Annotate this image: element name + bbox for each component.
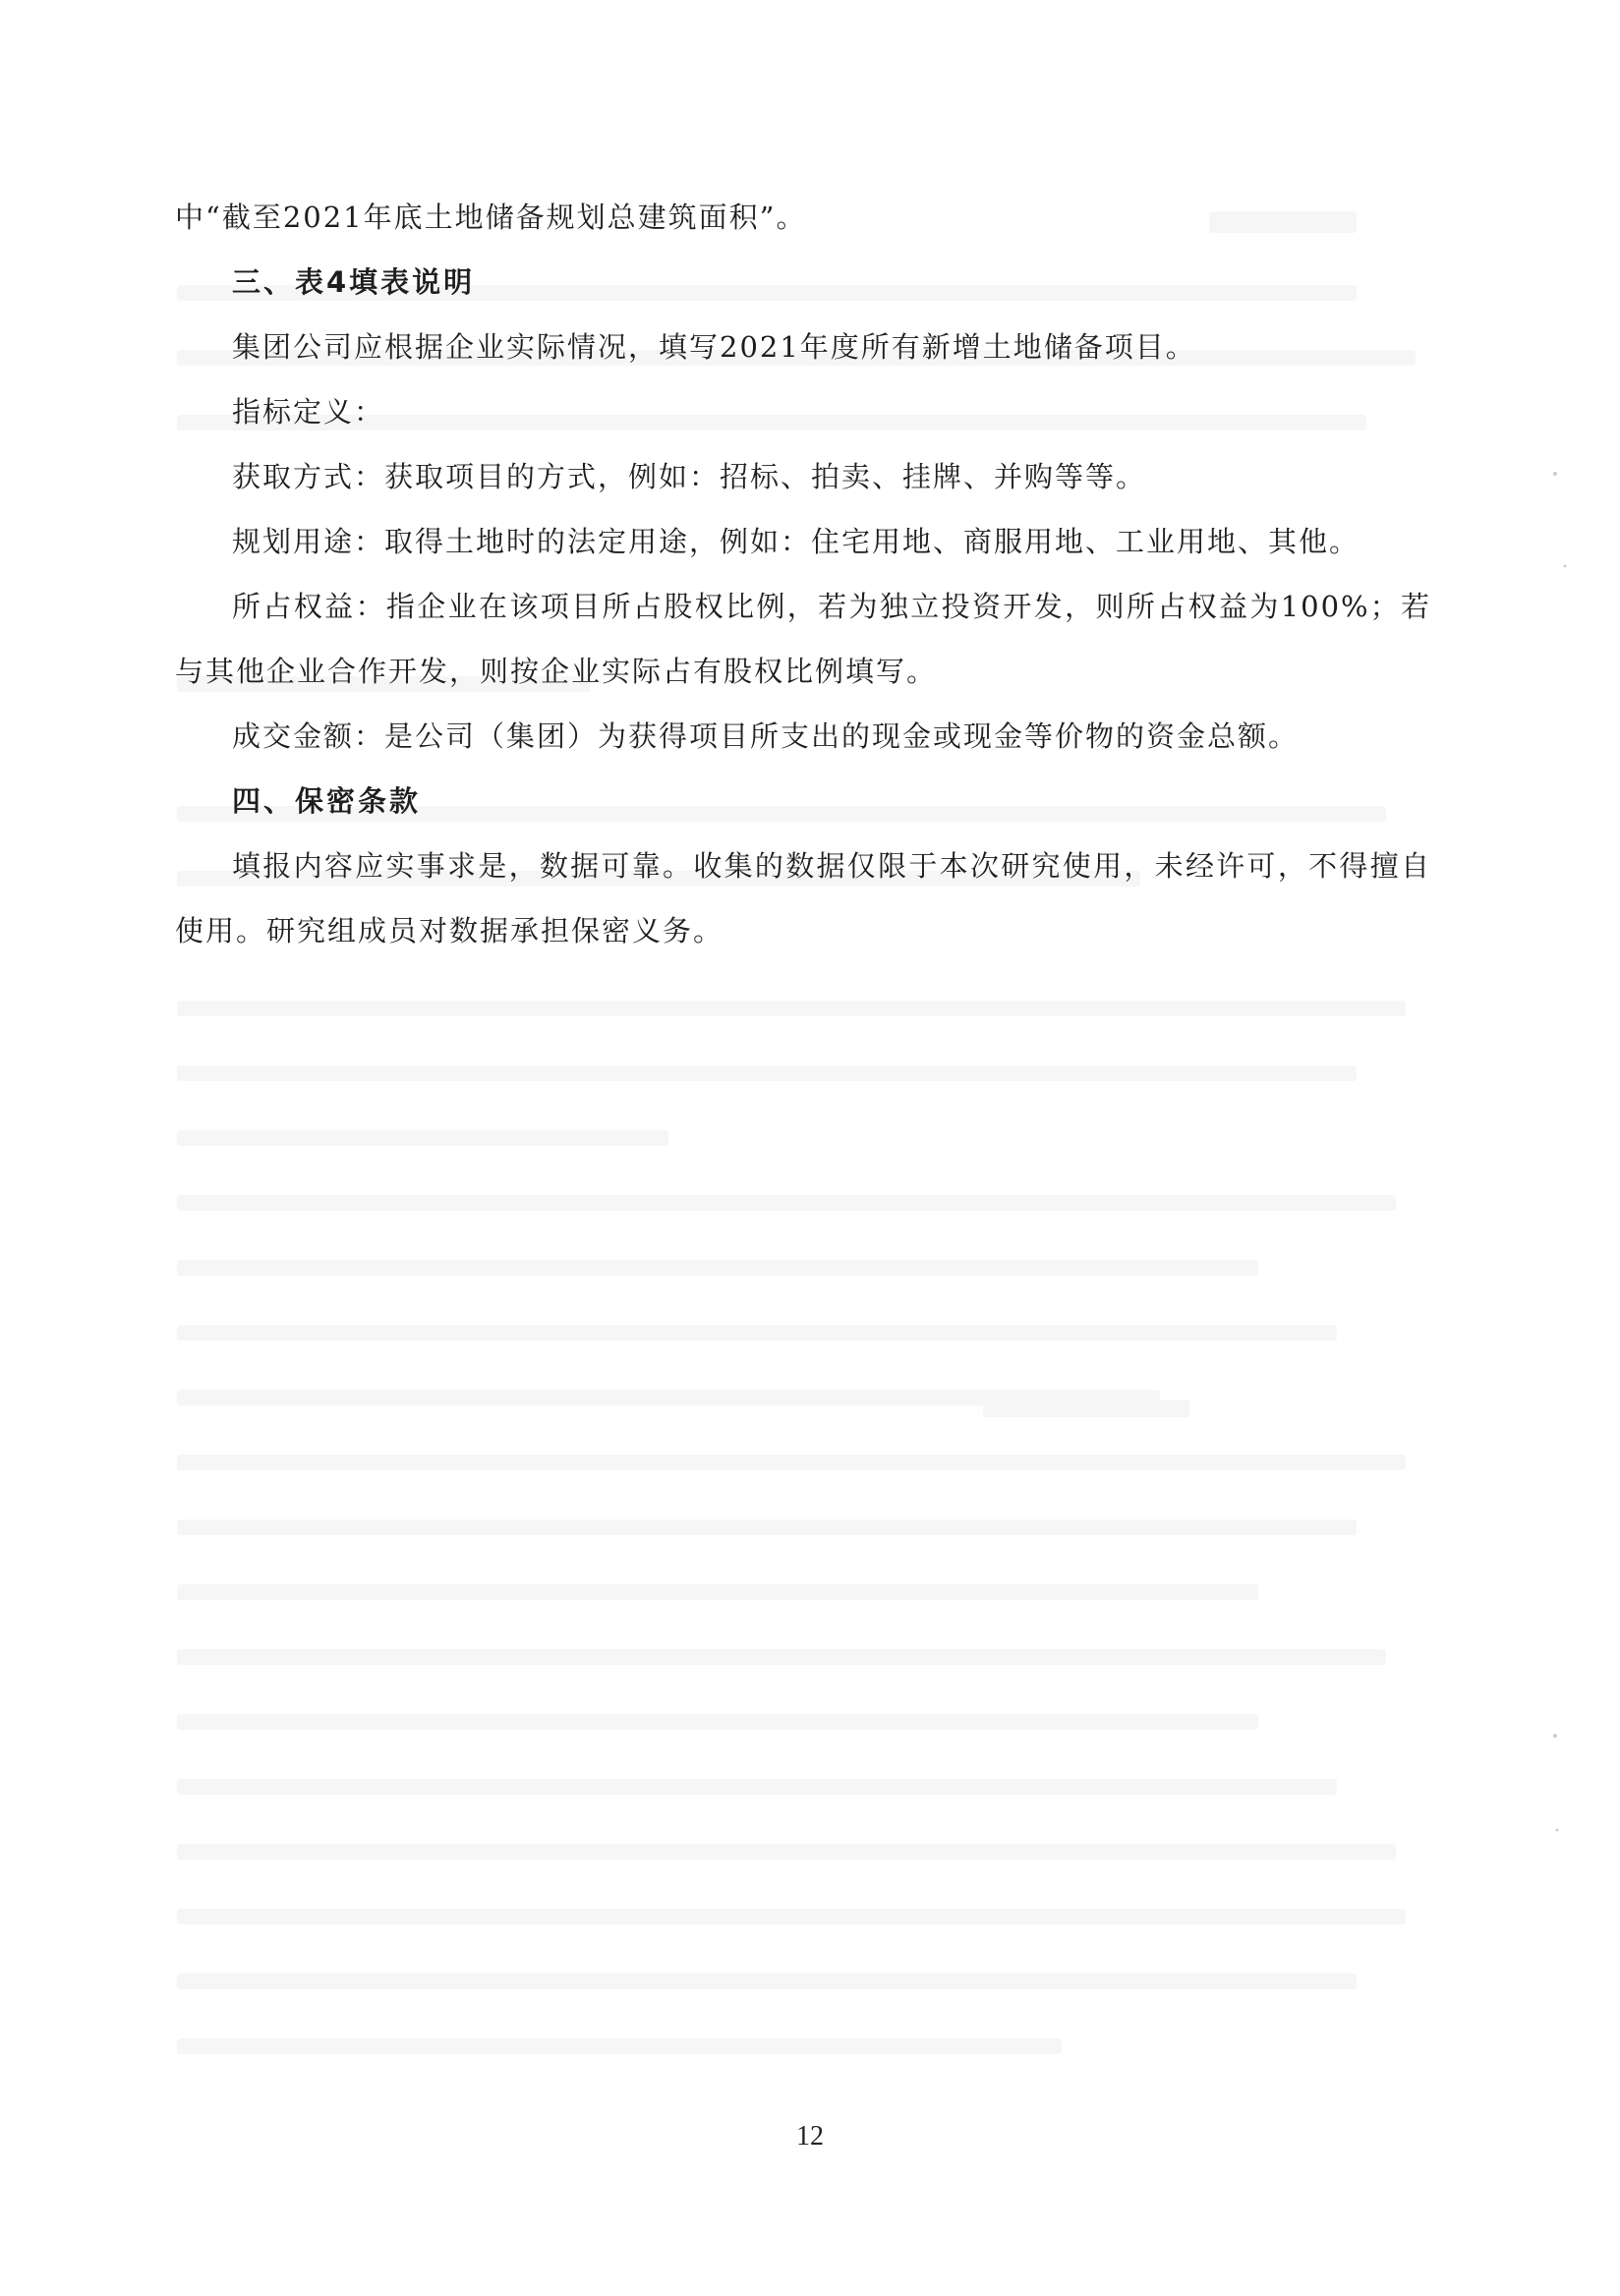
paragraph-transaction-amount: 成交金额：是公司（集团）为获得项目所支出的现金或现金等价物的资金总额。 bbox=[232, 719, 1300, 753]
section-heading-confidentiality: 四、保密条款 bbox=[232, 784, 422, 818]
paragraph-planned-use: 规划用途：取得土地时的法定用途，例如：住宅用地、商服用地、工业用地、其他。 bbox=[232, 525, 1360, 558]
section-heading-table4-instructions: 三、表4填表说明 bbox=[232, 265, 476, 299]
paragraph-acquisition-method: 获取方式：获取项目的方式，例如：招标、拍卖、挂牌、并购等等。 bbox=[232, 460, 1147, 493]
page-number: 12 bbox=[796, 2121, 824, 2152]
paragraph-equity-share: 所占权益：指企业在该项目所占股权比例，若为独立投资开发，则所占权益为100%；若与其他企业合作开发，则按企业实际占有股权比例填写。 bbox=[175, 590, 1431, 688]
paragraph-table4-intro: 集团公司应根据企业实际情况，填写2021年度所有新增土地储备项目。 bbox=[232, 330, 1196, 364]
document-body bbox=[175, 185, 1431, 963]
paragraph-continuation: 中“截至2021年底土地储备规划总建筑面积”。 bbox=[175, 201, 807, 234]
paragraph-confidentiality: 填报内容应实事求是，数据可靠。收集的数据仅限于本次研究使用，未经许可，不得擅自使用。研究组成员对数据承担保密义务。 bbox=[175, 849, 1431, 947]
paragraph-indicator-definition: 指标定义： bbox=[232, 395, 385, 429]
